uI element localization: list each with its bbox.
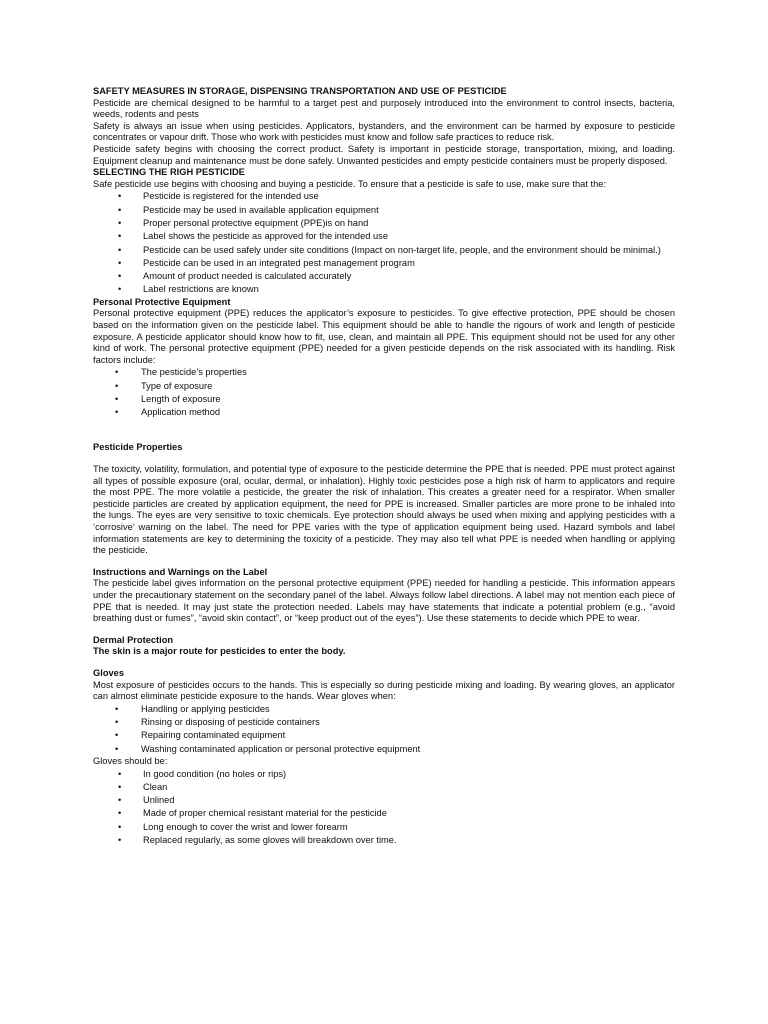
selecting-text: Safe pesticide use begins with choosing and buying a pesticide. To ensure that a pesticide is safe to use, make sure that the:	[93, 178, 607, 189]
list-item: • Pesticide can be used in an integrated pest management program	[93, 257, 675, 270]
gloves-should-list	[93, 768, 675, 848]
list-item: • Pesticide can be used safely under site conditions (Impact on non-target life, people, and the environment should be minimal.)	[93, 244, 675, 257]
list-item: • Unlined	[93, 794, 675, 807]
gloves-heading: Gloves	[93, 667, 125, 678]
list-item: • Clean	[93, 781, 675, 794]
ppe-text: Personal protective equipment (PPE) reduces the applicator’s exposure to pesticides. To give effective protection, PPE should be chosen based on the information given on the pesticide label. This equipment should be able to handle the rigours of work and length of pesticide exposure. A pesticide applicator should know how to fit, use, clean, and maintain all PPE. This equipment should not be used for any other kind of work. The personal protective equipment (PPE) needed for a given pesticide depends on the risk associated with its handling. Risk factors include:	[93, 308, 675, 365]
instructions-text: The pesticide label gives information on the personal protective equipment (PPE) needed for handling a pesticide. This information appears under the precautionary statement on the secondary panel of the label. Always follow label directions. A label may not mention each piece of PPE that is needed. It may just state the protection needed. Labels may have statements that indicate a potential problem (e.g., “avoid breathing dust or fumes”, “avoid skin contact”, or “keep product out of the eyes”). Use these statements to decide which PPE to wear.	[93, 578, 675, 624]
list-item: • Replaced regularly, as some gloves will breakdown over time.	[93, 834, 675, 847]
list-item: • Pesticide is registered for the intended use	[93, 190, 675, 203]
list-item: • Label shows the pesticide as approved for the intended use	[93, 230, 675, 243]
list-item: • In good condition (no holes or rips)	[93, 768, 675, 781]
dermal-heading: Dermal Protection	[93, 634, 174, 645]
list-item: • The pesticide’s properties	[93, 366, 675, 379]
list-item: • Washing contaminated application or personal protective equipment	[93, 743, 675, 756]
intro-paragraph-3: Pesticide safety begins with choosing the correct product. Safety is important in pesticide storage, transportation, mixing, and loading. Equipment cleanup and maintenance must be done safely. Unwanted pesticides and empty pesticide containers must be properly disposed.	[93, 143, 675, 166]
list-item: • Type of exposure	[93, 380, 675, 393]
list-item: • Proper personal protective equipment (PPE)is on hand	[93, 217, 675, 230]
list-item: • Repairing contaminated equipment	[93, 729, 675, 742]
list-item: • Length of exposure	[93, 393, 675, 406]
selecting-heading: SELECTING THE RIGH PESTICIDE	[93, 167, 245, 178]
dermal-subheading: The skin is a major route for pesticides to enter the body.	[93, 646, 346, 657]
gloves-should-be-label: Gloves should be:	[93, 755, 168, 766]
gloves-when-list	[93, 703, 675, 756]
list-item: • Rinsing or disposing of pesticide containers	[93, 716, 675, 729]
list-item: • Handling or applying pesticides	[93, 703, 675, 716]
list-item: • Long enough to cover the wrist and lower forearm	[93, 821, 675, 834]
list-item: • Made of proper chemical resistant material for the pesticide	[93, 807, 675, 820]
intro-paragraph-2: Safety is always an issue when using pesticides. Applicators, bystanders, and the environment can be harmed by exposure to pesticide concentrates or vapour drift. Those who work with pesticides must know and follow safe practices to reduce risk.	[93, 120, 675, 143]
document-title: SAFETY MEASURES IN STORAGE, DISPENSING TRANSPORTATION AND USE OF PESTICIDE	[93, 86, 507, 96]
instructions-heading: Instructions and Warnings on the Label	[93, 566, 268, 577]
list-item: • Amount of product needed is calculated accurately	[93, 270, 675, 283]
properties-text: The toxicity, volatility, formulation, and potential type of exposure to the pesticide determine the PPE that is needed. PPE must protect against all types of possible exposure (oral, ocular, dermal, or inhalation). Highly toxic pesticides pose a high risk of harm to applicators and require the most PPE. The more volatile a pesticide, the greater the risk of inhalation. This creates a greater need for a respirator. When smaller pesticide particles are created by application equipment, the need for PPE is increased. Smaller particles are more prone to be inhaled into the lungs. The eyes are very sensitive to toxic chemicals. Eye protection should always be used when mixing and applying pesticides with a ‘corrosive’ warning on the label. The need for PPE varies with the type of application equipment being used. Hazard symbols and label information statements are key to determining the toxicity of a pesticide. They may also tell what PPE is needed when handling or applying the pesticide.	[93, 464, 675, 556]
ppe-heading: Personal Protective Equipment	[93, 296, 231, 307]
gloves-text: Most exposure of pesticides occurs to the hands. This is especially so during pesticide mixing and loading. By wearing gloves, an applicator can almost eliminate pesticide exposure to the hands. Wear gloves when:	[93, 679, 675, 702]
risk-factors-list	[93, 366, 675, 419]
selecting-list	[93, 190, 675, 296]
properties-heading: Pesticide Properties	[93, 442, 183, 453]
intro-paragraph-1: Pesticide are chemical designed to be harmful to a target pest and purposely introduced into the environment to control insects, bacteria, weeds, rodents and pests	[93, 97, 675, 120]
list-item: • Label restrictions are known	[93, 283, 675, 296]
list-item: • Application method	[93, 406, 675, 419]
list-item: • Pesticide may be used in available application equipment	[93, 204, 675, 217]
